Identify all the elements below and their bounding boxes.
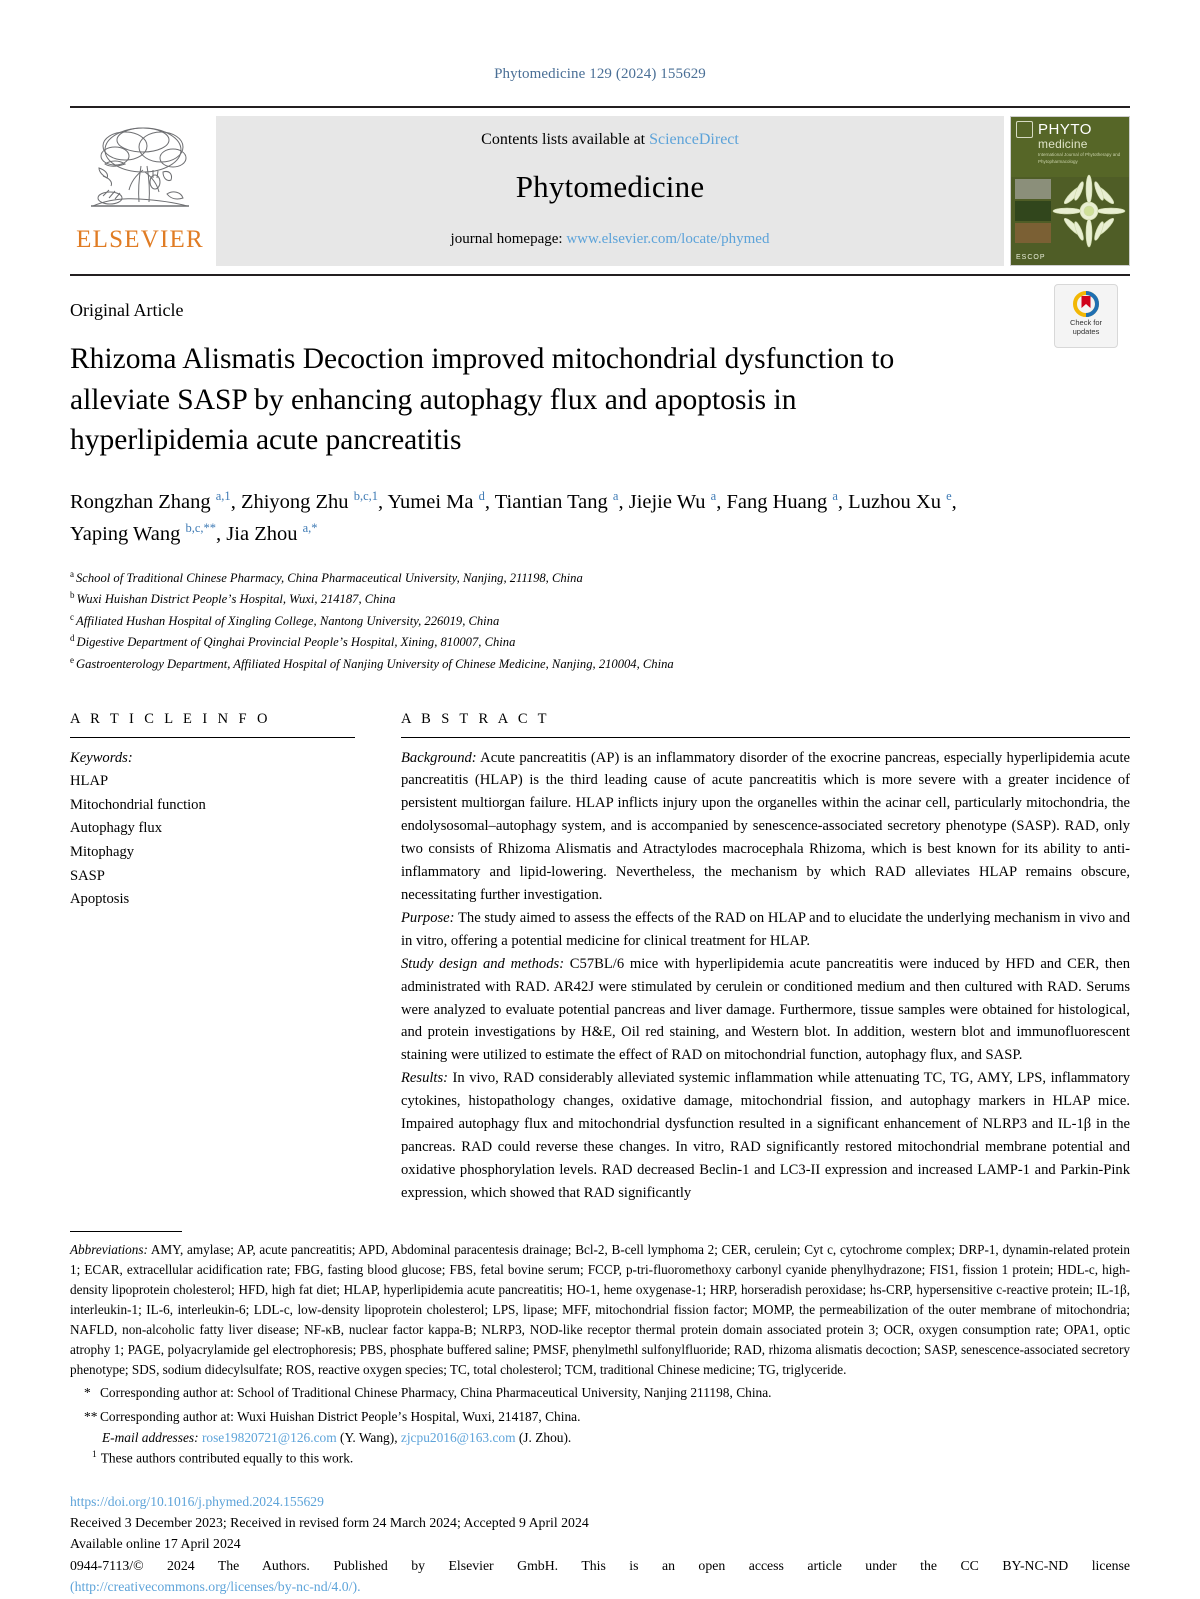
license-url-text: (http://creativecommons.org/licenses/by-nc-nd/4.0/).: [70, 1579, 361, 1595]
article-info-heading: A R T I C L E I N F O: [70, 710, 271, 727]
abstract-rule: [401, 737, 1130, 738]
page-title: Rhizoma Alismatis Decoction improved mitochondrial dysfunction to alleviate SASP by enhancing autophagy flux and apoptosis in hyperlipidemia acute pancreatitis: [70, 343, 895, 457]
email-label: E-mail addresses:: [102, 1429, 199, 1445]
author-affiliation-mark: a: [710, 489, 717, 504]
cover-elsevier-icon: [1016, 121, 1033, 138]
corresponding-mark: **: [84, 1408, 98, 1424]
info-abstract-block: [70, 711, 1130, 1205]
abstract-heading: A B S T R A C T: [401, 710, 550, 727]
corresponding-author-note: [70, 1407, 1130, 1428]
crossmark-label-line2: updates: [1072, 327, 1100, 337]
author-separator: ,: [951, 491, 957, 514]
cover-brand-line2: medicine: [1038, 137, 1088, 151]
affiliation-item: [70, 588, 1130, 610]
author-name: Tiantian Tang: [494, 491, 613, 514]
keyword-item: Mitochondrial function: [70, 796, 206, 813]
abstract-body: [401, 747, 1130, 1205]
equal-contribution-text: These authors contributed equally to this work.: [100, 1450, 354, 1466]
corresponding-text: Corresponding author at: Wuxi Huishan District Peopleʼs Hospital, Wuxi, 214187, China.: [100, 1408, 581, 1424]
abstract-section: [401, 747, 1130, 907]
crossmark-badge[interactable]: [1054, 284, 1118, 348]
keyword-item: Mitophagy: [70, 844, 135, 861]
cover-brand-line1: PHYTO: [1038, 121, 1092, 138]
corresponding-author-note: [70, 1383, 1130, 1404]
corresponding-author-notes: [70, 1383, 1130, 1428]
keyword-item: SASP: [70, 867, 105, 884]
journal-title: Phytomedicine: [515, 168, 705, 204]
contents-line: [481, 131, 739, 149]
author-list: [70, 487, 1000, 551]
affiliation-mark: e: [70, 654, 74, 665]
abstract-section-text: C57BL/6 mice with hyperlipidemia acute pancreatitis were induced by HFD and CER, then administrated with RAD. AR42J were stimulated by cerulein or conditioned medium and then cultured with RAD. Serums were analyzed to evaluate potential pancreas and liver damage. Furthermore, tissue samples were obtained for histological, and protein investigations by H&E, Oil red staining, and Western blot. In addition, western blot and immunofluorescent staining were utilized to estimate the effect of RAD on mitochondrial function, autophagy flux, and SASP.: [401, 955, 1130, 1064]
author-affiliation-mark: a,*: [302, 521, 318, 536]
cover-flower-icon: [1043, 173, 1130, 249]
author-separator: ,: [716, 491, 727, 514]
abstract-section: [401, 907, 1130, 953]
affiliation-item: [70, 653, 1130, 675]
affiliation-text: Gastroenterology Department, Affiliated Hospital of Nanjing University of Chinese Medicine, Nanjing, 210004, China: [76, 657, 674, 672]
author-name: Yumei Ma: [387, 491, 479, 514]
affiliation-item: [70, 631, 1130, 653]
keywords-list: [70, 770, 355, 912]
author-name: Rongzhan Zhang: [70, 491, 216, 514]
doi-link[interactable]: https://doi.org/10.1016/j.phymed.2024.155629: [70, 1493, 324, 1509]
journal-masthead: [70, 106, 1130, 266]
keywords-label: Keywords:: [70, 749, 133, 766]
crossmark-label-line1: Check for: [1069, 318, 1103, 327]
affiliation-mark: c: [70, 611, 74, 622]
author-affiliation-mark: a,1: [215, 489, 231, 504]
copyright-line: 0944-7113/© 2024 The Authors. Published by Elsevier GmbH. This is an open access article under the CC BY-NC-ND license: [70, 1557, 1130, 1573]
equal-contribution-note: [70, 1448, 1130, 1469]
affiliation-mark: b: [70, 590, 75, 601]
abstract-section-label: Study design and methods:: [401, 955, 565, 972]
abstract-section-text: The study aimed to assess the effects of the RAD on HLAP and to elucidate the underlying mechanism in vivo and in vitro, offering a potential medicine for clinical treatment for HLAP.: [401, 909, 1130, 949]
abstract-section-label: Purpose:: [401, 909, 455, 926]
affiliation-mark: d: [70, 633, 75, 644]
author-separator: ,: [837, 491, 849, 514]
sciencedirect-link[interactable]: ScienceDirect: [649, 130, 739, 148]
affiliation-item: [70, 567, 1130, 589]
corresponding-text: Corresponding author at: School of Traditional Chinese Pharmacy, China Pharmaceutical University, Nanjing 211198, China.: [100, 1385, 772, 1401]
journal-band: [216, 116, 1004, 266]
article-info-column: [70, 711, 355, 1205]
article-info-rule: [70, 737, 355, 738]
abstract-section: [401, 1067, 1130, 1204]
journal-cover-thumbnail: [1010, 116, 1130, 266]
affiliation-text: Digestive Department of Qinghai Provincial Peopleʼs Hospital, Xining, 810007, China: [76, 635, 516, 650]
author-affiliation-mark: b,c,1: [353, 489, 378, 504]
author-separator: ,: [618, 491, 629, 514]
author-affiliation-mark: e: [946, 489, 952, 504]
abstract-section-label: Results:: [401, 1070, 449, 1087]
author-name: Fang Huang: [726, 491, 833, 514]
affiliation-text: Affiliated Hushan Hospital of Xingling College, Nantong University, 226019, China: [76, 613, 500, 628]
journal-homepage-link[interactable]: www.elsevier.com/locate/phymed: [566, 230, 770, 247]
license-link[interactable]: [70, 1576, 1130, 1597]
author-separator: ,: [484, 491, 495, 514]
abbreviations-note: [70, 1240, 1130, 1380]
affiliation-mark: a: [70, 568, 74, 579]
cover-brand-subtitle: International Journal of Phytotherapy and Phytopharmacology: [1038, 152, 1121, 164]
keyword-item: Apoptosis: [70, 891, 130, 908]
email-address[interactable]: rose19820721@126.com: [201, 1429, 340, 1445]
abbreviations-label: Abbreviations:: [70, 1241, 148, 1257]
email-address-list: [202, 1430, 571, 1445]
homepage-prefix: journal homepage:: [450, 230, 567, 247]
author-affiliation-mark: a: [832, 489, 838, 504]
email-owner: (J. Zhou).: [518, 1429, 572, 1445]
author-name: Zhiyong Zhu: [240, 491, 354, 514]
author-affiliation-mark: b,c,**: [185, 521, 217, 536]
author-separator: ,: [378, 491, 388, 514]
abstract-section: [401, 953, 1130, 1068]
abstract-section-label: Background:: [401, 749, 477, 766]
contents-prefix: Contents lists available at: [481, 130, 650, 148]
cover-escop-mark: ESCOP: [1016, 254, 1046, 261]
abstract-section-text: In vivo, RAD considerably alleviated systemic inflammation while attenuating TC, TG, AMY, LPS, inflammatory cytokines, histopathology changes, oxidative damage, mitochondrial fission, and autophagy markers in HLAP mice. Impaired autophagy flux and mitochondrial dysfunction resulted in a significant enhancement of NLRP3 and IL-1β in the pancreas. RAD could reverse these changes. In vitro, RAD significantly restored mitochondrial membrane potential and oxidative phosphorylation levels. RAD decreased Beclin-1 and LC3-II expression and increased LAMP-1 and Parkin-Pink expression, which showed that RAD significantly: [401, 1070, 1130, 1201]
elsevier-tree-icon: [85, 120, 195, 224]
homepage-line: [451, 231, 770, 248]
email-address[interactable]: zjcpu2016@163.com: [397, 1429, 519, 1445]
elsevier-wordmark: ELSEVIER: [76, 226, 204, 253]
keyword-item: Autophagy flux: [70, 820, 163, 837]
available-online-date: Available online 17 April 2024: [70, 1536, 241, 1552]
abstract-section-text: Acute pancreatitis (AP) is an inflammatory disorder of the exocrine pancreas, especially hyperlipidemia acute pancreatitis (HLAP) is the third leading cause of acute pancreatitis which is more severe with a greater incidence of persistent multiorgan failure. HLAP inflicts injury upon the organelles within the acinar cell, particularly mitochondria, the endolysosomal–autophagy system, and is accompanied by senescence-associated secretory phenotype (SASP). RAD, only two consists of Rhizoma Alismatis and Atractylodes macrocephala Rhizoma, which is best known for its ability to anti-inflammatory and lipid-lowering. Nevertheless, the mechanism by which RAD alleviates HLAP remains obscure, necessitating further investigation.: [401, 749, 1130, 903]
received-dates: Received 3 December 2023; Received in revised form 24 March 2024; Accepted 9 April 2024: [70, 1515, 589, 1531]
author-affiliation-mark: d: [478, 489, 485, 504]
affiliation-list: [70, 567, 1130, 675]
affiliation-item: [70, 610, 1130, 632]
abbreviations-text: AMY, amylase; AP, acute pancreatitis; APD, Abdominal paracentesis drainage; Bcl-2, B-cell lymphoma 2; CER, cerulein; Cyt c, cytochrome complex; DRP-1, dynamin-related protein 1; ECAR, extracellular acidification rate; FBG, fasting blood glucose; FBS, fetal bovine serum; FCCP, p-tri-fluoromethoxy carbonyl cyanide phenylhydrazone; FIS1, fission 1 protein; HDL-c, high-density lipoprotein cholesterol; HFD, high fat diet; HLAP, hyperlipidemia acute pancreatitis; HO-1, heme oxygenase-1; HRP, horseradish peroxidase; hs-CRP, hypersensitive c-reactive protein; IL-1β, interleukin-1; IL-6, interleukin-6; LDL-c, low-density lipoprotein cholesterol; LPS, lipase; MFF, mitochondrial fission factor; MOMP, the permeabilization of the outer membrane of mitochondria; NAFLD, non-alcoholic fatty liver disease; NF-κB, nuclear factor kappa-B; NLRP3, NOD-like receptor thermal protein domain associated protein 3; OCR, oxygen consumption rate; OPA1, optic atrophy 1; PAGE, polyacrylamide gel electrophoresis; PBS, phosphate buffered saline; PMSF, phenylmethl sulfonylfluoride; RAD, rhizoma alismatis decoction; SASP, senescence-associated secretory phenotype; SDS, sodium didecylsulfate; ROS, reactive oxygen species; TC, total cholesterol; TCM, traditional Chinese medicine; TG, triglyceride.: [70, 1241, 1130, 1378]
abstract-column: [401, 711, 1130, 1205]
email-note: [70, 1428, 1130, 1449]
author-separator: ,: [230, 491, 241, 514]
author-name: Jiejie Wu: [628, 491, 711, 514]
crossmark-icon: [1073, 291, 1099, 317]
keyword-item: HLAP: [70, 773, 109, 790]
author-name: Luzhou Xu: [848, 491, 947, 514]
author-name: Jia Zhou: [226, 522, 303, 545]
author-name: Yaping Wang: [70, 522, 186, 545]
corresponding-mark: *: [84, 1385, 91, 1401]
author-separator: ,: [216, 522, 227, 545]
running-head: Phytomedicine 129 (2024) 155629: [494, 66, 706, 82]
article-type: Original Article: [70, 300, 184, 320]
affiliation-text: School of Traditional Chinese Pharmacy, China Pharmaceutical University, Nanjing, 211198, China: [76, 570, 583, 585]
author-affiliation-mark: a: [612, 489, 619, 504]
email-owner: (Y. Wang),: [339, 1429, 398, 1445]
affiliation-text: Wuxi Huishan District Peopleʼs Hospital, Wuxi, 214187, China: [76, 592, 396, 607]
equal-contribution-mark: 1: [92, 1450, 97, 1461]
elsevier-logo: [70, 116, 210, 266]
masthead-bottom-rule: [70, 274, 1130, 276]
footnote-rule: [70, 1231, 182, 1232]
